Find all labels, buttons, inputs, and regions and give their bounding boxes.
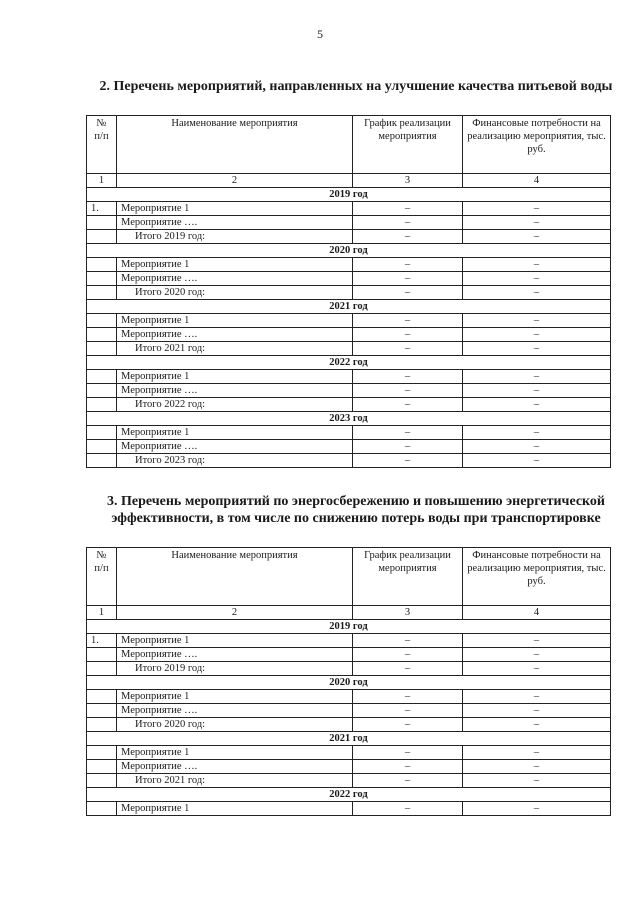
measure-name: Мероприятие …. (117, 216, 353, 230)
finance-value: – (463, 328, 611, 342)
measure-name: Мероприятие …. (117, 648, 353, 662)
finance-value: – (463, 802, 611, 816)
table-row (87, 746, 611, 760)
table-row (87, 314, 611, 328)
column-number: 3 (353, 606, 463, 620)
finance-value: – (463, 426, 611, 440)
measure-name: Мероприятие …. (117, 760, 353, 774)
finance-value: – (463, 690, 611, 704)
measure-name: Итого 2023 год: (117, 454, 353, 468)
finance-value: – (463, 202, 611, 216)
schedule-value: – (353, 760, 463, 774)
section-title-energy-saving: 3. Перечень мероприятий по энергосбережению и повышению энергетической эффективности, в том числе по снижению потерь воды при транспортировке (106, 494, 606, 526)
finance-value: – (463, 454, 611, 468)
measures-table-water-quality (86, 115, 611, 468)
row-number (87, 760, 117, 774)
total-row (87, 662, 611, 676)
schedule-value: – (353, 384, 463, 398)
row-number (87, 342, 117, 356)
row-number (87, 426, 117, 440)
measures-table-energy-saving (86, 547, 611, 816)
measure-name: Итого 2020 год: (117, 718, 353, 732)
table-row (87, 216, 611, 230)
row-number (87, 398, 117, 412)
column-number: 4 (463, 174, 611, 188)
measure-name: Итого 2022 год: (117, 398, 353, 412)
finance-value: – (463, 314, 611, 328)
column-number: 2 (117, 606, 353, 620)
finance-value: – (463, 384, 611, 398)
measure-name: Мероприятие 1 (117, 802, 353, 816)
total-row (87, 230, 611, 244)
finance-value: – (463, 774, 611, 788)
finance-value: – (463, 662, 611, 676)
schedule-value: – (353, 398, 463, 412)
year-row (87, 676, 611, 690)
header-schedule: График реализации мероприятия (353, 116, 463, 174)
measure-name: Мероприятие …. (117, 384, 353, 398)
table-row (87, 370, 611, 384)
column-number-row (87, 174, 611, 188)
schedule-value: – (353, 286, 463, 300)
row-number (87, 774, 117, 788)
column-number: 1 (87, 606, 117, 620)
row-number (87, 704, 117, 718)
year-row (87, 412, 611, 426)
schedule-value: – (353, 370, 463, 384)
row-number (87, 384, 117, 398)
year-label: 2021 год (87, 300, 611, 314)
measure-name: Мероприятие 1 (117, 426, 353, 440)
measure-name: Итого 2019 год: (117, 230, 353, 244)
row-number (87, 314, 117, 328)
table-body (87, 606, 611, 816)
header-finance: Финансовые потребности на реализацию мероприятия, тыс. руб. (463, 116, 611, 174)
finance-value: – (463, 342, 611, 356)
row-number (87, 454, 117, 468)
row-number (87, 690, 117, 704)
schedule-value: – (353, 690, 463, 704)
table-row (87, 258, 611, 272)
schedule-value: – (353, 648, 463, 662)
finance-value: – (463, 718, 611, 732)
total-row (87, 454, 611, 468)
row-number (87, 370, 117, 384)
row-number (87, 258, 117, 272)
measure-name: Итого 2019 год: (117, 662, 353, 676)
row-number (87, 802, 117, 816)
total-row (87, 342, 611, 356)
header-number: № п/п (87, 548, 117, 606)
header-finance: Финансовые потребности на реализацию мероприятия, тыс. руб. (463, 548, 611, 606)
year-label: 2022 год (87, 356, 611, 370)
row-number (87, 328, 117, 342)
total-row (87, 286, 611, 300)
finance-value: – (463, 286, 611, 300)
total-row (87, 718, 611, 732)
year-label: 2022 год (87, 788, 611, 802)
schedule-value: – (353, 802, 463, 816)
finance-value: – (463, 760, 611, 774)
year-label: 2020 год (87, 244, 611, 258)
total-row (87, 398, 611, 412)
row-number (87, 718, 117, 732)
measure-name: Мероприятие 1 (117, 634, 353, 648)
column-number-row (87, 606, 611, 620)
finance-value: – (463, 398, 611, 412)
year-row (87, 244, 611, 258)
year-row (87, 732, 611, 746)
row-number (87, 286, 117, 300)
finance-value: – (463, 216, 611, 230)
year-label: 2023 год (87, 412, 611, 426)
table-row (87, 272, 611, 286)
table-row (87, 802, 611, 816)
row-number (87, 216, 117, 230)
finance-value: – (463, 370, 611, 384)
table-body (87, 174, 611, 468)
measure-name: Мероприятие …. (117, 328, 353, 342)
finance-value: – (463, 746, 611, 760)
row-number (87, 662, 117, 676)
schedule-value: – (353, 718, 463, 732)
measure-name: Итого 2021 год: (117, 774, 353, 788)
page-number: 5 (317, 27, 323, 41)
column-number: 1 (87, 174, 117, 188)
row-number (87, 230, 117, 244)
schedule-value: – (353, 454, 463, 468)
total-row (87, 774, 611, 788)
finance-value: – (463, 272, 611, 286)
year-label: 2020 год (87, 676, 611, 690)
schedule-value: – (353, 746, 463, 760)
schedule-value: – (353, 258, 463, 272)
table-row (87, 704, 611, 718)
measure-name: Итого 2021 год: (117, 342, 353, 356)
year-row (87, 300, 611, 314)
schedule-value: – (353, 328, 463, 342)
measure-name: Мероприятие …. (117, 704, 353, 718)
schedule-value: – (353, 440, 463, 454)
column-number: 3 (353, 174, 463, 188)
finance-value: – (463, 648, 611, 662)
measure-name: Мероприятие …. (117, 272, 353, 286)
row-number (87, 746, 117, 760)
schedule-value: – (353, 202, 463, 216)
schedule-value: – (353, 216, 463, 230)
finance-value: – (463, 634, 611, 648)
row-number: 1. (87, 202, 117, 216)
header-schedule: График реализации мероприятия (353, 548, 463, 606)
table-row (87, 384, 611, 398)
row-number (87, 440, 117, 454)
finance-value: – (463, 230, 611, 244)
schedule-value: – (353, 314, 463, 328)
table-row (87, 760, 611, 774)
measure-name: Мероприятие 1 (117, 370, 353, 384)
measure-name: Мероприятие …. (117, 440, 353, 454)
schedule-value: – (353, 662, 463, 676)
schedule-value: – (353, 272, 463, 286)
year-label: 2021 год (87, 732, 611, 746)
table-row (87, 202, 611, 216)
schedule-value: – (353, 774, 463, 788)
finance-value: – (463, 440, 611, 454)
finance-value: – (463, 258, 611, 272)
year-row (87, 188, 611, 202)
measure-name: Мероприятие 1 (117, 258, 353, 272)
column-number: 2 (117, 174, 353, 188)
measure-name: Мероприятие 1 (117, 202, 353, 216)
year-row (87, 620, 611, 634)
year-row (87, 356, 611, 370)
schedule-value: – (353, 426, 463, 440)
year-label: 2019 год (87, 620, 611, 634)
measure-name: Итого 2020 год: (117, 286, 353, 300)
row-number (87, 272, 117, 286)
schedule-value: – (353, 634, 463, 648)
finance-value: – (463, 704, 611, 718)
measure-name: Мероприятие 1 (117, 314, 353, 328)
table-row (87, 634, 611, 648)
row-number (87, 648, 117, 662)
header-number: № п/п (87, 116, 117, 174)
table-header-row (87, 116, 611, 174)
table-row (87, 426, 611, 440)
schedule-value: – (353, 230, 463, 244)
section-title-water-quality: 2. Перечень мероприятий, направленных на улучшение качества питьевой воды (99, 79, 613, 94)
column-number: 4 (463, 606, 611, 620)
table-row (87, 440, 611, 454)
measure-name: Мероприятие 1 (117, 690, 353, 704)
year-label: 2019 год (87, 188, 611, 202)
header-name: Наименование мероприятия (117, 548, 353, 606)
measure-name: Мероприятие 1 (117, 746, 353, 760)
year-row (87, 788, 611, 802)
table-header-row (87, 548, 611, 606)
table-row (87, 328, 611, 342)
header-name: Наименование мероприятия (117, 116, 353, 174)
table-row (87, 648, 611, 662)
schedule-value: – (353, 342, 463, 356)
table-row (87, 690, 611, 704)
schedule-value: – (353, 704, 463, 718)
row-number: 1. (87, 634, 117, 648)
